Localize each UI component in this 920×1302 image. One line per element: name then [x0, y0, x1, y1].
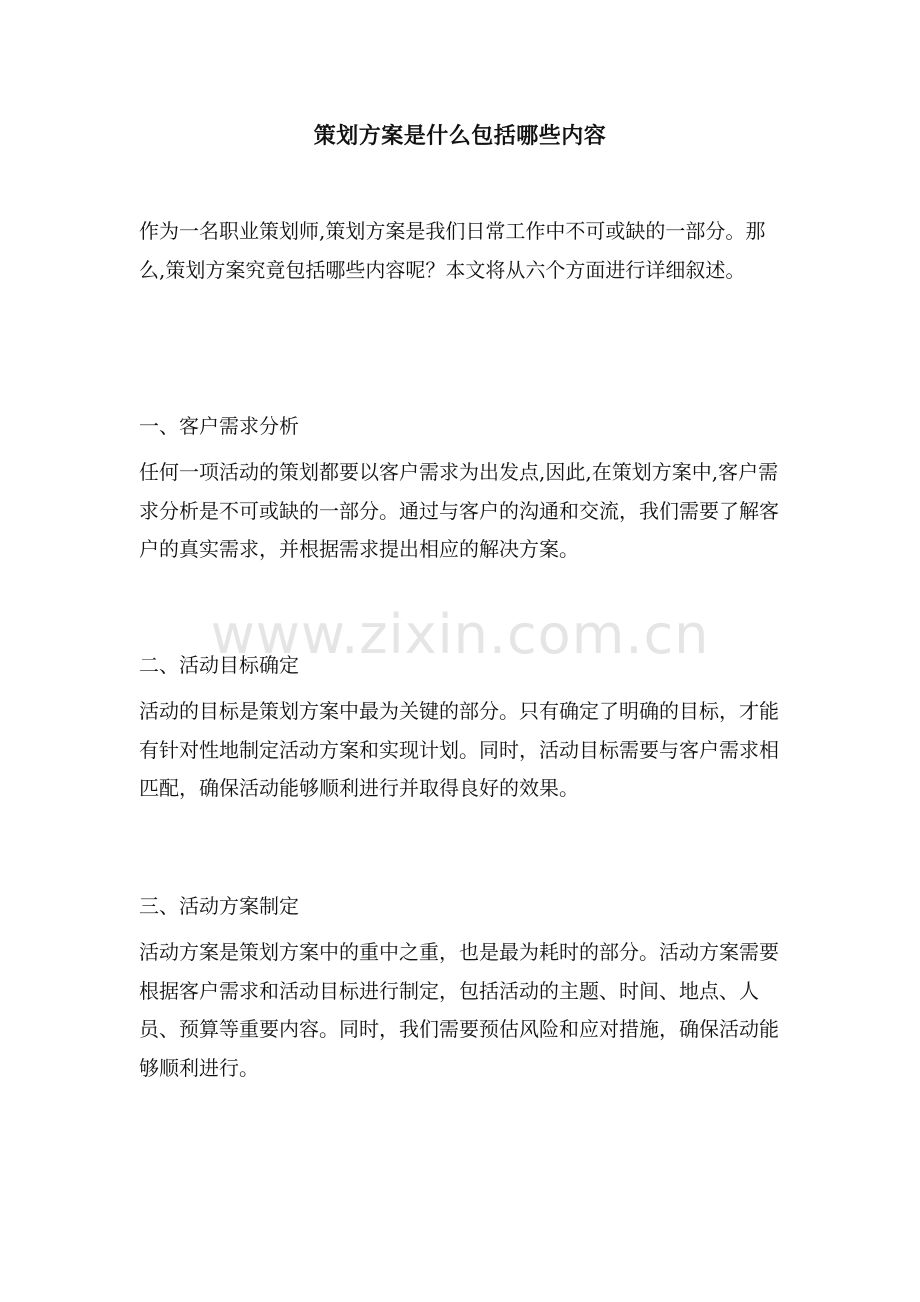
section-body-activity-goals: 活动的目标是策划方案中最为关键的部分。只有确定了明确的目标，才能有针对性地制定活动方案和实现计划。同时，活动目标需要与客户需求相匹配，确保活动能够顺利进行并取得良好的效果。 — [139, 699, 779, 800]
section-heading-activity-plan: 三、活动方案制定 — [139, 894, 299, 918]
section-heading-customer-needs: 一、客户需求分析 — [139, 414, 299, 438]
section-body-customer-needs: 任何一项活动的策划都要以客户需求为出发点,因此,在策划方案中,客户需求分析是不可或缺的一部分。通过与客户的沟通和交流，我们需要了解客户的真实需求，并根据需求提出相应的解决方案。 — [139, 460, 779, 561]
section-body-activity-plan: 活动方案是策划方案中的重中之重，也是最为耗时的部分。活动方案需要根据客户需求和活动目标进行制定，包括活动的主题、时间、地点、人员、预算等重要内容。同时，我们需要预估风险和应对措施，确保活动能够顺利进行。 — [139, 940, 779, 1080]
section-heading-activity-goals: 二、活动目标确定 — [139, 653, 299, 677]
watermark: www.zixin.com.cn — [210, 603, 710, 666]
intro-paragraph: 作为一名职业策划师,策划方案是我们日常工作中不可或缺的一部分。那么,策划方案究竟包括哪些内容呢？本文将从六个方面进行详细叙述。 — [139, 219, 766, 282]
document-title: 策划方案是什么包括哪些内容 — [313, 123, 607, 149]
